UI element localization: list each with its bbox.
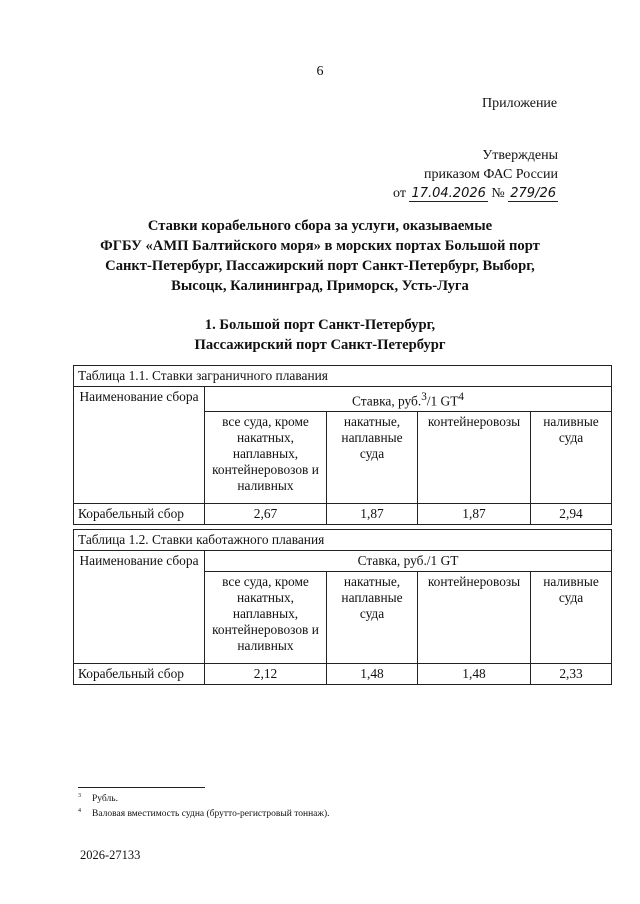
handwritten-order-number: 279/26: [510, 186, 556, 201]
footnote-ref-4: 4: [458, 391, 464, 403]
rate-value: 2,67: [205, 504, 327, 525]
title-line-3: Санкт-Петербург, Пассажирский порт Санкт-Петербург, Выборг,: [105, 258, 535, 274]
title-line-1: Ставки корабельного сбора за услуги, оказываемые: [147, 218, 493, 234]
rate-value: 1,48: [327, 664, 418, 685]
footnote-mark: 3: [78, 793, 81, 799]
column-header: накатные, наплавные суда: [327, 412, 418, 504]
section-line-1: 1. Большой порт Санкт-Петербург,: [204, 317, 436, 333]
section-heading: [60, 315, 580, 355]
row-label: Корабельный сбор: [74, 504, 205, 525]
column-header: накатные, наплавные суда: [327, 572, 418, 664]
rates-table-foreign: [73, 365, 612, 525]
footnote: [78, 793, 118, 804]
footnote-mark: 4: [78, 808, 81, 814]
number-label: №: [491, 186, 505, 201]
name-header: Наименование сбора: [74, 387, 205, 504]
document-title: [60, 216, 580, 296]
handwritten-date: 17.04.2026: [411, 186, 486, 201]
rate-header-text: Ставка, руб.: [352, 393, 422, 409]
row-label: Корабельный сбор: [74, 664, 205, 685]
rates-table-coastal: [73, 529, 612, 685]
table-caption: Таблица 1.2. Ставки каботажного плавания: [74, 530, 612, 551]
column-header: наливные суда: [531, 572, 612, 664]
column-header: наливные суда: [531, 412, 612, 504]
document-number: 2026-27133: [80, 848, 141, 862]
appendix-label: Приложение: [482, 96, 558, 111]
page-number: 6: [316, 64, 324, 79]
rate-header: Ставка, руб./1 GT: [205, 551, 612, 572]
footnote-ref-3: 3: [421, 391, 427, 403]
rate-value: 1,87: [418, 504, 531, 525]
approval-block: [0, 146, 558, 203]
from-label: от: [393, 186, 406, 201]
table-header-row: [74, 551, 612, 572]
table-caption-row: [74, 530, 612, 551]
name-header: Наименование сбора: [74, 551, 205, 664]
table-caption-row: [74, 366, 612, 387]
rate-value: 1,48: [418, 664, 531, 685]
rate-value: 2,33: [531, 664, 612, 685]
footnote-text: Валовая вместимость судна (брутто-регистровый тоннаж).: [92, 809, 330, 820]
rate-value: 2,12: [205, 664, 327, 685]
approval-date-line: [0, 184, 558, 203]
table-row: [74, 664, 612, 685]
column-header: контейнеровозы: [418, 572, 531, 664]
table-caption: Таблица 1.1. Ставки заграничного плавания: [74, 366, 612, 387]
title-line-4: Высоцк, Калининград, Приморск, Усть-Луга: [171, 278, 469, 294]
rate-unit: /1 GT: [426, 393, 459, 409]
column-header: все суда, кроме накатных, наплавных, контейнеровозов и наливных: [205, 412, 327, 504]
table-row: [74, 504, 612, 525]
rate-value: 2,94: [531, 504, 612, 525]
footnote-divider: [78, 787, 205, 788]
approval-line-1: Утверждены: [482, 148, 558, 163]
table-header-row: [74, 387, 612, 412]
footnote: [78, 808, 330, 819]
approval-line-2: приказом ФАС России: [424, 167, 558, 182]
rate-value: 1,87: [327, 504, 418, 525]
rate-header: [205, 387, 612, 412]
title-line-2: ФГБУ «АМП Балтийского моря» в морских портах Большой порт: [100, 238, 540, 254]
footnote-text: Рубль.: [92, 794, 118, 805]
column-header: все суда, кроме накатных, наплавных, контейнеровозов и наливных: [205, 572, 327, 664]
section-line-2: Пассажирский порт Санкт-Петербург: [194, 337, 446, 353]
column-header: контейнеровозы: [418, 412, 531, 504]
